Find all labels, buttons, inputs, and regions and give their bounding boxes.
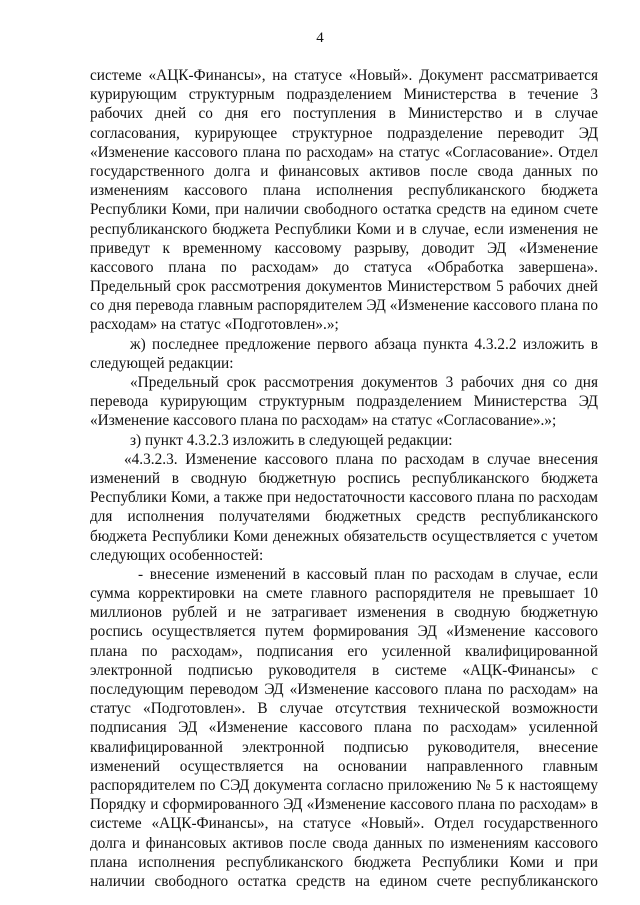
text-line: системе «АЦК-Финансы», на статусе «Новый». Отдел государственного	[90, 815, 598, 833]
text-line: ж) последнее предложение первого абзаца пункта 4.3.2.2 изложить в	[130, 335, 598, 353]
text-line: следующей редакции:	[90, 354, 234, 372]
text-line: Предельный срок рассмотрения документов Министерством 5 рабочих дней	[90, 278, 598, 296]
text-line: Республики Коми, а также при недостаточности кассового плана по расходам	[90, 489, 598, 507]
text-line: расходам» на статус «Подготовлен».»;	[90, 316, 339, 334]
text-line: миллионов рублей и не затрагивает изменения в сводную бюджетную	[90, 604, 598, 622]
text-line: следующих особенностей:	[90, 546, 264, 564]
page-number: 4	[316, 30, 324, 46]
text-line: статус «Подготовлен». В случае отсутствия технической возможности	[90, 700, 598, 718]
text-line: рабочих дней со дня его поступления в Министерство и в случае	[90, 105, 598, 123]
text-line: роспись осуществляется путем формирования ЭД «Изменение кассового	[90, 623, 598, 641]
text-line: «Изменение кассового плана по расходам» на статус «Согласование». Отдел	[90, 143, 598, 161]
text-line: электронной подписью руководителя в системе «АЦК-Финансы» с	[90, 661, 598, 679]
text-line: подписания ЭД «Изменение кассового плана по расходам» усиленной	[90, 719, 598, 737]
text-line: приведут к временному кассовому разрыву, доводит ЭД «Изменение	[90, 239, 598, 257]
text-line: курирующим структурным подразделением Министерства в течение 3	[90, 86, 598, 104]
text-line: плана по расходам», подписания его усиленной квалифицированной	[90, 642, 598, 660]
text-line: - внесение изменений в кассовый план по расходам в случае, если	[138, 565, 598, 583]
text-line: последующим переводом ЭД «Изменение кассового плана по расходам» на	[90, 681, 598, 698]
text-line: со дня перевода главным распорядителем ЭД «Изменение кассового плана по	[90, 297, 598, 315]
text-line: изменений в сводную бюджетную роспись республиканского бюджета	[90, 469, 598, 487]
text-line: согласования, курирующее структурное подразделение переводит ЭД	[90, 124, 598, 142]
text-line: сумма корректировки на смете главного распорядителя не превышает 10	[90, 585, 598, 603]
text-line: распорядителем по СЭД документа согласно приложению № 5 к настоящему	[90, 776, 598, 794]
document-body	[90, 66, 598, 891]
text-line: бюджета Республики Коми денежных обязательств осуществляется с учетом	[90, 527, 598, 545]
text-line: Республики Коми, при наличии свободного остатка средств на едином счете	[90, 201, 598, 219]
text-line: Порядку и сформированного ЭД «Изменение кассового плана по расходам» в	[90, 796, 598, 814]
text-line: для исполнения получателями бюджетных средств республиканского	[90, 508, 598, 526]
text-line: плана исполнения республиканского бюджета Республики Коми и при	[90, 853, 598, 871]
text-line: государственного долга и финансовых активов после свода данных по	[90, 162, 598, 180]
text-line: наличии свободного остатка средств на едином счете республиканского	[90, 872, 598, 890]
text-line: «Предельный срок рассмотрения документов 3 рабочих дня со дня	[130, 374, 598, 391]
text-line: «4.3.2.3. Изменение кассового плана по расходам в случае внесения	[124, 450, 598, 468]
text-line: долга и финансовых активов после свода данных по изменениям кассового	[90, 834, 598, 852]
text-line: з) пункт 4.3.2.3 изложить в следующей редакции:	[130, 431, 453, 449]
text-line: «Изменение кассового плана по расходам» на статус «Согласование».»;	[90, 412, 557, 430]
text-line: кассового плана по расходам» до статуса «Обработка завершена».	[90, 258, 598, 276]
text-line: изменений осуществляется на основании направленного главным	[90, 757, 598, 775]
text-line: перевода курирующим структурным подразделением Министерства ЭД	[90, 393, 598, 411]
text-line: квалифицированной электронной подписью руководителя, внесение	[90, 738, 598, 756]
text-line: республиканского бюджета Республики Коми и в случае, если изменения не	[90, 220, 598, 238]
text-line: изменениям кассового плана исполнения республиканского бюджета	[90, 182, 598, 200]
text-line: системе «АЦК-Финансы», на статусе «Новый». Документ рассматривается	[90, 67, 598, 84]
